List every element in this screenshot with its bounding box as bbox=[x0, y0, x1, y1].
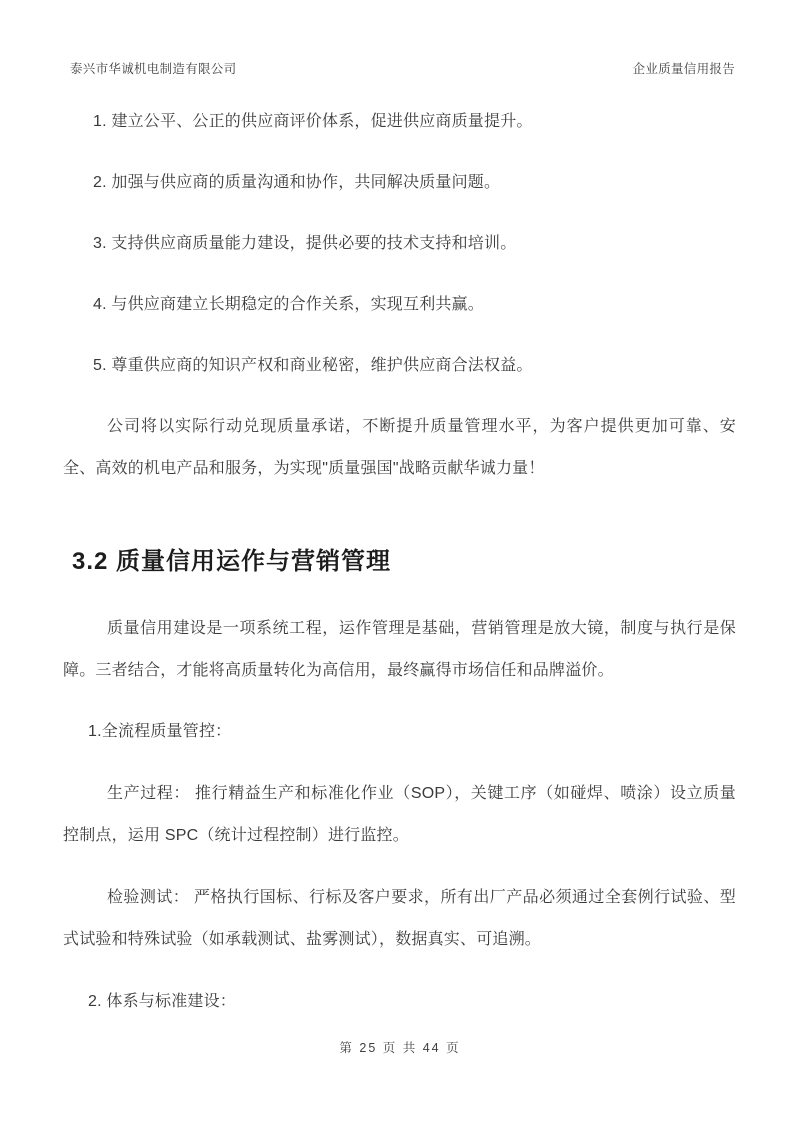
page-body bbox=[63, 0, 736, 1131]
supplier-commitment-item-5: 5. 尊重供应商的知识产权和商业秘密，维护供应商合法权益。 bbox=[93, 357, 533, 374]
supplier-commitment-item-3: 3. 支持供应商质量能力建设，提供必要的技术支持和培训。 bbox=[93, 235, 517, 252]
header-company-name: 泰兴市华诚机电制造有限公司 bbox=[70, 62, 237, 76]
supplier-commitment-item-4: 4. 与供应商建立长期稳定的合作关系，实现互利共赢。 bbox=[93, 296, 484, 313]
closing-paragraph: 公司将以实际行动兑现质量承诺，不断提升质量管理水平，为客户提供更加可靠、安全、高效的机电产品和服务，为实现"质量强国"战略贡献华诚力量！ bbox=[63, 418, 736, 477]
footer-page-number: 第 25 页 共 44 页 bbox=[339, 1041, 461, 1055]
subsection-title-system-standards: 2. 体系与标准建设： bbox=[88, 993, 236, 1010]
subsection-title-quality-control: 1.全流程质量管控： bbox=[88, 723, 232, 740]
header-report-title: 企业质量信用报告 bbox=[632, 62, 735, 76]
supplier-commitment-item-2: 2. 加强与供应商的质量沟通和协作，共同解决质量问题。 bbox=[93, 174, 501, 191]
supplier-commitment-item-1: 1. 建立公平、公正的供应商评价体系，促进供应商质量提升。 bbox=[93, 113, 533, 130]
inspection-testing-paragraph: 检验测试： 严格执行国标、行标及客户要求，所有出厂产品必须通过全套例行试验、型式试验和特殊试验（如承载测试、盐雾测试），数据真实、可追溯。 bbox=[63, 889, 736, 948]
section-heading-3-2: 3.2 质量信用运作与营销管理 bbox=[72, 548, 392, 575]
production-process-paragraph: 生产过程： 推行精益生产和标准化作业（SOP），关键工序（如碰焊、喷涂）设立质量控制点，运用 SPC（统计过程控制）进行监控。 bbox=[63, 785, 736, 844]
section-intro-paragraph: 质量信用建设是一项系统工程，运作管理是基础，营销管理是放大镜，制度与执行是保障。三者结合，才能将高质量转化为高信用，最终赢得市场信任和品牌溢价。 bbox=[63, 620, 736, 679]
